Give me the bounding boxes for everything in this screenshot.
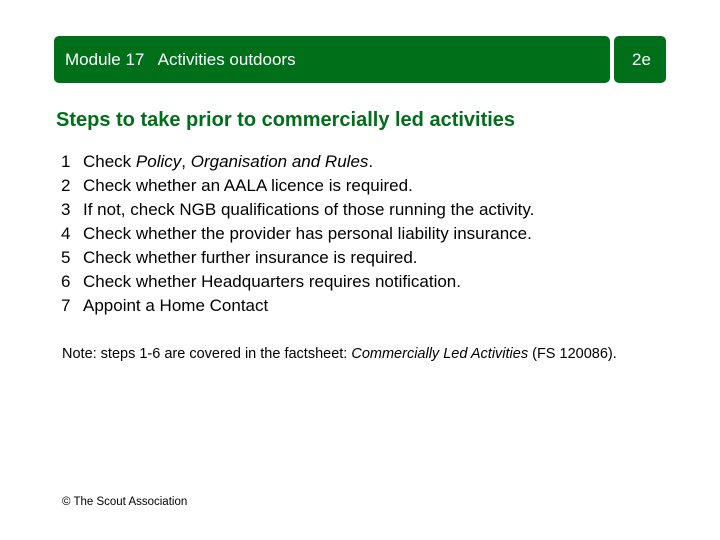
step-number: 7 xyxy=(61,296,71,315)
factsheet-note xyxy=(62,343,662,365)
step-text-part: , xyxy=(181,152,191,171)
step-item xyxy=(61,222,534,246)
step-text: Check whether the provider has personal liability insurance. xyxy=(83,224,532,243)
step-text: Check whether Headquarters requires notification. xyxy=(83,272,461,291)
copyright-notice: © The Scout Association xyxy=(62,496,188,508)
step-text: Appoint a Home Contact xyxy=(83,296,269,315)
rules-reference: Organisation and Rules xyxy=(190,152,369,171)
step-text: Check whether an AALA licence is required. xyxy=(83,176,413,195)
page-heading: Steps to take prior to commercially led activities xyxy=(56,109,516,131)
note-text: Note: steps 1-6 are covered in the factsheet: xyxy=(62,346,352,362)
factsheet-title: Commercially Led Activities xyxy=(351,346,529,362)
step-number: 1 xyxy=(61,152,71,171)
step-item xyxy=(61,246,534,270)
module-code-badge xyxy=(614,36,666,83)
step-text-part: Check xyxy=(83,152,136,171)
step-text: If not, check NGB qualifications of those running the activity. xyxy=(83,200,535,219)
step-item xyxy=(61,150,534,174)
step-number: 3 xyxy=(61,200,71,219)
step-number: 2 xyxy=(61,176,71,195)
module-title-bar xyxy=(54,36,610,83)
step-text xyxy=(83,152,373,171)
note-reference: (FS 120086). xyxy=(528,346,617,362)
step-number: 6 xyxy=(61,272,71,291)
module-code: 2e xyxy=(632,50,651,69)
step-item xyxy=(61,198,534,222)
step-item xyxy=(61,294,534,318)
steps-list xyxy=(61,150,534,318)
step-text-part: . xyxy=(368,152,374,171)
step-number: 5 xyxy=(61,248,71,267)
policy-reference: Policy xyxy=(135,152,182,171)
step-item xyxy=(61,174,534,198)
step-text: Check whether further insurance is required. xyxy=(83,248,418,267)
step-item xyxy=(61,270,534,294)
module-title: Module 17 Activities outdoors xyxy=(65,50,296,69)
step-number: 4 xyxy=(61,224,71,243)
